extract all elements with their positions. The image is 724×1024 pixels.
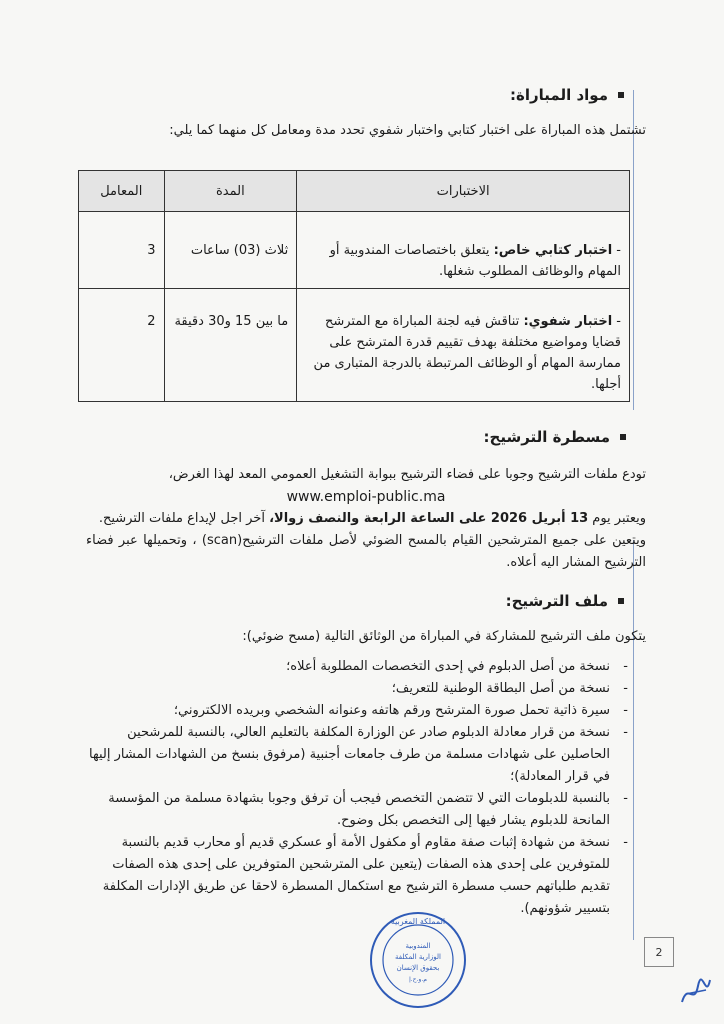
list-item: - نسخة من قرار معادلة الدبلوم صادر عن الوزارة المكلفة بالتعليم العالي، بالنسبة للمرشحين الحاصلين على شهادات مسلمة من طرف جامعات أجنبية (مرفوق بنسخ من الشهادات المشار إليها في قرار المعادلة)؛: [88, 722, 628, 788]
portal-link[interactable]: www.emploi-public.ma: [286, 489, 446, 505]
cell-duration: ما بين 15 و30 دقيقة: [164, 289, 297, 402]
cell-coef: 3: [79, 212, 165, 289]
procedure-p3: ويتعين على جميع المترشحين القيام بالمسح الضوئي لأصل ملفات الترشيح(scan) ، وتحميلها عبر فضاء الترشيح المشار اليه أعلاه.: [86, 533, 646, 570]
list-item: - نسخة من شهادة إثبات صفة مقاوم أو مكفول الأمة أو عسكري قديم أو محارب قديم بالنسبة للمتوفرين على إحدى هذه الصفات (يتعين على المترشحين المتوفرين على إحدى هذه الصفات تقديم طلباتهم حسب مسطرة الترشيح مع استكمال المسطرة لاحقا عن طريق الإدارات المكلفة بتسيير شؤونهم).: [88, 832, 628, 920]
list-item-text: نسخة من قرار معادلة الدبلوم صادر عن الوزارة المكلفة بالتعليم العالي، بالنسبة للمرشحين الحاصلين على شهادات مسلمة من طرف جامعات أجنبية (مرفوق بنسخ من الشهادات المشار إليها في قرار المعادلة)؛: [89, 725, 610, 784]
table-row: [79, 212, 630, 289]
signature-icon: [676, 972, 716, 1012]
list-item: - سيرة ذاتية تحمل صورة المترشح ورقم هاتفه وعنوانه الشخصي وبريده الالكتروني؛: [88, 700, 628, 722]
test-name: اختبار شفوي:: [523, 314, 613, 329]
stamp-line2: الوزارية المكلفة: [395, 953, 441, 961]
section-title: مسطرة الترشيح:: [483, 428, 610, 446]
table-row: [79, 289, 630, 402]
procedure-text: [86, 464, 646, 574]
section-title: ملف الترشيح:: [505, 592, 608, 610]
list-item: - نسخة من أصل البطاقة الوطنية للتعريف؛: [88, 678, 628, 700]
section-heading-materials: [510, 86, 624, 104]
cell-coef: 2: [79, 289, 165, 402]
exam-table: [78, 170, 630, 402]
bullet-icon: [620, 434, 626, 440]
list-item-text: نسخة من أصل البطاقة الوطنية للتعريف؛: [391, 681, 610, 696]
official-stamp-icon: [368, 910, 468, 1010]
test-name: اختبار كتابي خاص:: [493, 243, 613, 258]
list-item-text: نسخة من شهادة إثبات صفة مقاوم أو مكفول الأمة أو عسكري قديم أو محارب قديم بالنسبة للمتوفرين على إحدى هذه الصفات (يتعين على المترشحين المتوفرين على إحدى هذه الصفات تقديم طلباتهم حسب مسطرة الترشيح مع استكمال المسطرة لاحقا عن طريق الإدارات المكلفة بتسيير شؤونهم).: [102, 835, 610, 916]
file-intro: يتكون ملف الترشيح للمشاركة في المباراة من الوثائق التالية (مسح ضوئي):: [242, 629, 646, 644]
page-number: 2: [644, 937, 674, 967]
list-item: - بالنسبة للدبلومات التي لا تتضمن التخصص فيجب أن ترفق وجوبا بشهادة مسلمة من المؤسسة المانحة للدبلوم يشار فيها إلى التخصص بكل وضوح.: [88, 788, 628, 832]
table-header-row: [79, 171, 630, 212]
test-desc: يتعلق باختصاصات المندوبية أو المهام والوظائف المطلوب شغلها.: [329, 243, 621, 279]
bullet-icon: [618, 92, 624, 98]
margin-line: [633, 540, 634, 940]
procedure-p1: تودع ملفات الترشيح وجوبا على فضاء الترشيح ببوابة التشغيل العمومي المعد لهذا الغرض،: [168, 467, 646, 482]
list-item-text: نسخة من أصل الدبلوم في إحدى التخصصات المطلوبة أعلاه؛: [286, 659, 610, 674]
stamp-line1: المندوبية: [405, 942, 431, 950]
section-heading-file: [506, 592, 624, 610]
stamp-line3: بحقوق الإنسان: [396, 964, 440, 972]
list-item-text: بالنسبة للدبلومات التي لا تتضمن التخصص فيجب أن ترفق وجوبا بشهادة مسلمة من المؤسسة المانحة للدبلوم يشار فيها إلى التخصص بكل وضوح.: [108, 791, 610, 828]
header-tests: الاختبارات: [297, 171, 630, 212]
header-duration: المدة: [164, 171, 297, 212]
header-coef: المعامل: [79, 171, 165, 212]
stamp-bottom: م.و.ح.إ: [409, 976, 427, 983]
cell-test: - اختبار كتابي خاص: يتعلق باختصاصات المندوبية أو المهام والوظائف المطلوب شغلها.: [297, 212, 630, 289]
procedure-p2: [86, 508, 646, 530]
deadline-date: 13 أبريل 2026 على الساعة الرابعة والنصف زوالا،: [269, 511, 589, 526]
list-item: - نسخة من أصل الدبلوم في إحدى التخصصات المطلوبة أعلاه؛: [88, 656, 628, 678]
cell-duration: ثلاث (03) ساعات: [164, 212, 297, 289]
document-list: [88, 656, 628, 920]
bullet-icon: [618, 598, 624, 604]
stamp-top: المملكة المغربية: [390, 917, 446, 926]
materials-intro: تشتمل هذه المباراة على اختبار كتابي واختبار شفوي تحدد مدة ومعامل كل منهما كما يلي:: [169, 123, 646, 138]
deadline-prefix: ويعتبر يوم: [592, 511, 646, 526]
test-desc: تناقش فيه لجنة المباراة مع المترشح قضايا ومواضيع مختلفة بهدف تقييم قدرة المترشح على ممارسة المهام أو الوظائف المرتبطة بالدرجة المتبارى من أجلها.: [313, 314, 621, 392]
cell-test: - اختبار شفوي: تناقش فيه لجنة المباراة مع المترشح قضايا ومواضيع مختلفة بهدف تقييم قدرة المترشح على ممارسة المهام أو الوظائف المرتبطة بالدرجة المتبارى من أجلها.: [297, 289, 630, 402]
deadline-suffix: آخر اجل لإيداع ملفات الترشيح.: [98, 511, 265, 526]
list-item-text: سيرة ذاتية تحمل صورة المترشح ورقم هاتفه وعنوانه الشخصي وبريده الالكتروني؛: [173, 703, 610, 718]
section-title: مواد المباراة:: [510, 86, 608, 104]
section-heading-procedure: [484, 428, 626, 446]
